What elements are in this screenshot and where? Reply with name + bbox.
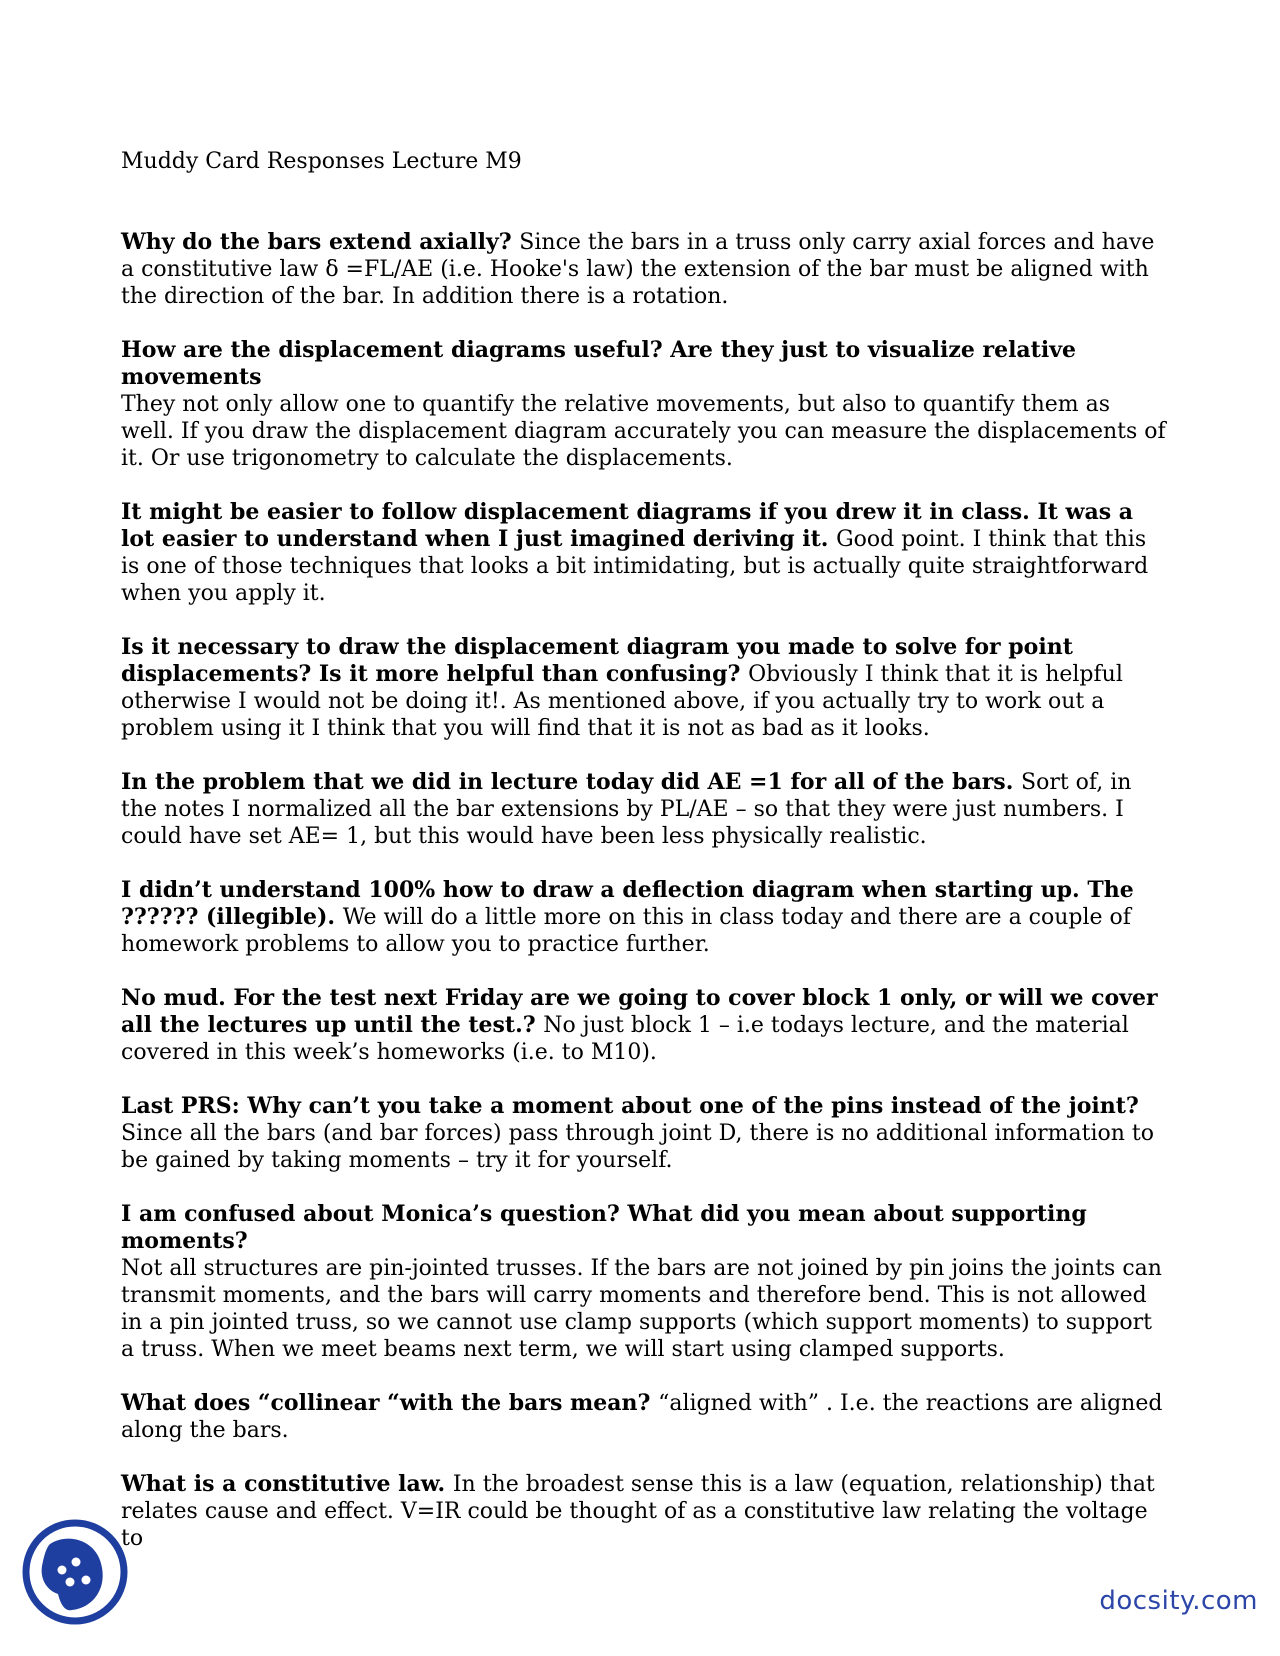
qa-item xyxy=(121,337,1166,472)
logo-dot xyxy=(72,1558,81,1567)
answer-text: “aligned with” . I.e. the reactions are aligned along the bars. xyxy=(121,1391,1163,1443)
qa-item xyxy=(121,1093,1166,1174)
brand-watermark[interactable]: docsity.com xyxy=(1099,1586,1258,1616)
answer-text: Sort of, in the notes I normalized all the bar extensions by PL/AE – so that they were just numbers. I could have set AE= 1, but this would have been less physically realistic. xyxy=(121,770,1132,849)
qa-item xyxy=(121,499,1166,607)
qa-list xyxy=(121,229,1166,1579)
docsity-logo-icon xyxy=(20,1510,130,1634)
question-text: I am confused about Monica’s question? What did you mean about supporting moments? xyxy=(121,1201,1087,1254)
question-text: Why do the bars extend axially? xyxy=(121,229,520,255)
qa-item xyxy=(121,877,1166,958)
logo-blob xyxy=(42,1539,103,1611)
logo-dot xyxy=(58,1566,67,1575)
question-text: In the problem that we did in lecture today did AE =1 for all of the bars. xyxy=(121,769,1022,795)
answer-text: We will do a little more on this in class today and there are a couple of homework problems to allow you to practice further. xyxy=(121,905,1131,957)
page-title: Muddy Card Responses Lecture M9 xyxy=(121,149,522,174)
question-text: No mud. For the test next Friday are we going to cover block 1 only, or will we cover all the lectures up until the test.? xyxy=(121,985,1158,1038)
qa-item xyxy=(121,1390,1166,1444)
question-text: Last PRS: Why can’t you take a moment about one of the pins instead of the joint? xyxy=(121,1093,1139,1119)
answer-text: Since the bars in a truss only carry axial forces and have a constitutive law δ =FL/AE (i.e. Hooke's law) the extension of the bar must be aligned with the direction of the bar. In addition there is a rotation. xyxy=(121,230,1155,309)
question-text: How are the displacement diagrams useful? Are they just to visualize relative movements xyxy=(121,337,1076,390)
qa-item xyxy=(121,634,1166,742)
question-text: I didn’t understand 100% how to draw a deflection diagram when starting up. The ?????? (illegible). xyxy=(121,877,1134,930)
answer-text: Obviously I think that it is helpful otherwise I would not be doing it!. As mentioned above, if you actually try to work out a problem using it I think that you will find that it is not as bad as it looks. xyxy=(121,662,1123,741)
answer-text: Not all structures are pin-jointed trusses. If the bars are not joined by pin joins the joints can transmit moments, and the bars will carry moments and therefore bend. This is not allowed in a pin jointed truss, so we cannot use clamp supports (which support moments) to support a truss. When we meet beams next term, we will start using clamped supports. xyxy=(121,1256,1162,1362)
question-text: It might be easier to follow displacement diagrams if you drew it in class. It was a lot easier to understand when I just imagined deriving it. xyxy=(121,499,1134,552)
answer-text: Good point. I think that this is one of those techniques that looks a bit intimidating, but is actually quite straightforward when you apply it. xyxy=(121,527,1149,606)
logo-dot xyxy=(82,1576,91,1585)
answer-text: No just block 1 – i.e todays lecture, and the material covered in this week’s homeworks (i.e. to M10). xyxy=(121,1013,1129,1065)
qa-item xyxy=(121,1201,1166,1363)
document-page xyxy=(121,0,1166,1656)
answer-text: They not only allow one to quantify the relative movements, but also to quantify them as well. If you draw the displacement diagram accurately you can measure the displacements of it. Or use trigonometry to calculate the displacements. xyxy=(121,392,1166,471)
qa-item xyxy=(121,229,1166,310)
answer-text: In the broadest sense this is a law (equation, relationship) that relates cause and effect. V=IR could be thought of as a constitutive law relating the voltage to xyxy=(121,1472,1155,1551)
qa-item xyxy=(121,985,1166,1066)
qa-item xyxy=(121,769,1166,850)
logo-dot xyxy=(66,1578,75,1587)
question-text: Is it necessary to draw the displacement diagram you made to solve for point displacements? Is it more helpful than confusing? xyxy=(121,634,1073,687)
question-text: What is a constitutive law. xyxy=(121,1471,453,1497)
answer-text: Since all the bars (and bar forces) pass through joint D, there is no additional information to be gained by taking moments – try it for yourself. xyxy=(121,1121,1154,1173)
qa-item xyxy=(121,1471,1166,1552)
question-text: What does “collinear “with the bars mean? xyxy=(121,1390,659,1416)
